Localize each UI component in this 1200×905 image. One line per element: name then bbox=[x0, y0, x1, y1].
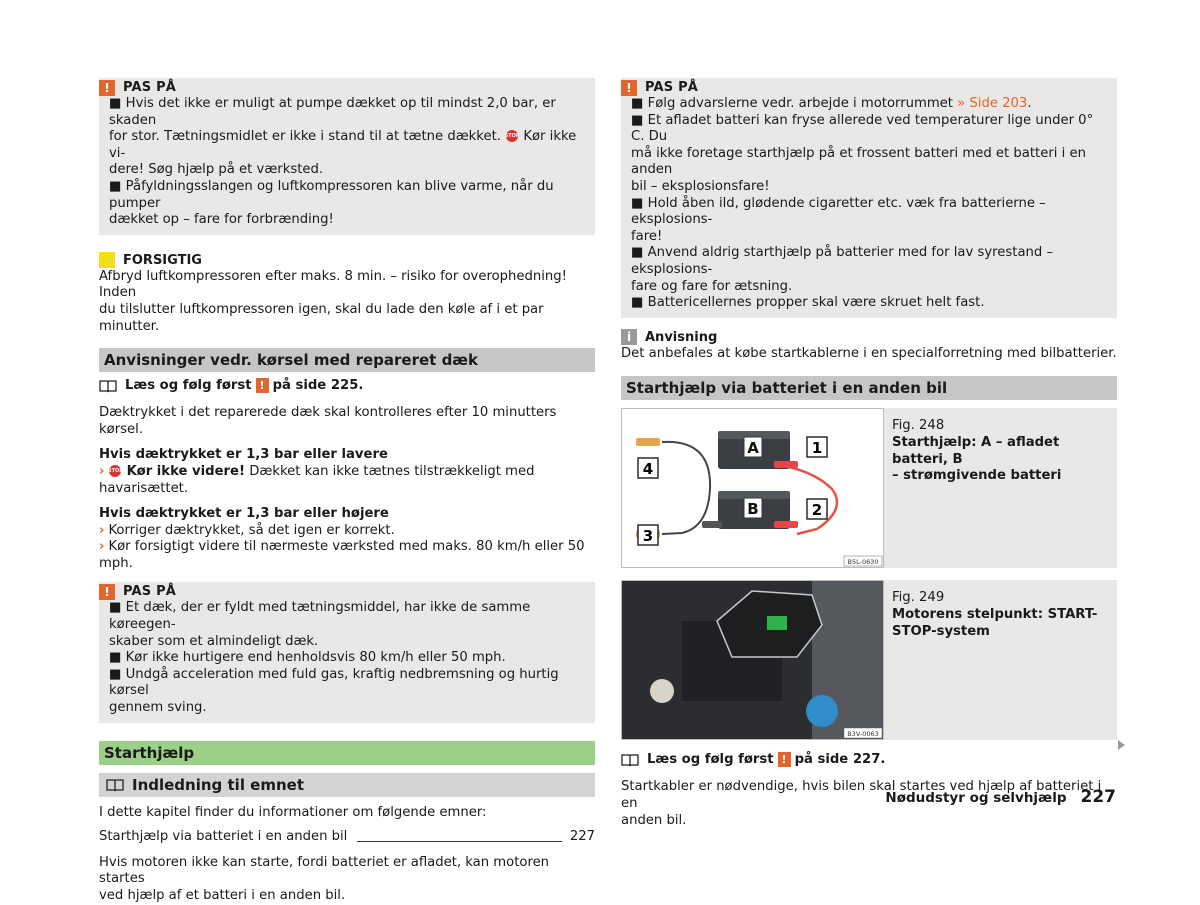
stop-sign-icon: STOP bbox=[506, 130, 518, 142]
stop-sign-icon: STOP bbox=[109, 465, 121, 477]
paragraph: Hvis motoren ikke kan starte, fordi batteriet er afladet, kan motoren startes bbox=[99, 854, 550, 887]
warning-label: PAS PÅ bbox=[123, 80, 177, 95]
toc-entry[interactable]: Starthjælp via batteriet i en anden bil 227 bbox=[99, 829, 595, 845]
exclamation-icon: ! bbox=[99, 584, 115, 600]
battery-diagram bbox=[622, 409, 883, 567]
callout-2: 2 bbox=[811, 501, 823, 520]
instruction-step: › Kør forsigtigt videre til nærmeste værksted med maks. 80 km/h eller 50 mph. bbox=[99, 539, 585, 571]
warning-line: for stor. Tætningsmidlet er ikke i stand til at tætne dækket. STOP Kør ikke vi- bbox=[109, 129, 577, 161]
caution-text: du tilslutter luftkompressoren igen, skal du lade den køle af i et par minutter. bbox=[99, 301, 544, 334]
caution-icon: ! bbox=[99, 252, 115, 268]
warning-box bbox=[99, 78, 595, 235]
footer-title: Nødudstyr og selvhjælp bbox=[885, 790, 1067, 806]
chapter-heading: Starthjælp bbox=[99, 741, 595, 765]
section-heading: Anvisninger vedr. kørsel med repareret dæk bbox=[99, 348, 595, 372]
paragraph: anden bil. bbox=[621, 812, 687, 828]
exclamation-icon: ! bbox=[778, 752, 791, 767]
read-first-note: Læs og følg først ! på side 225. bbox=[99, 378, 595, 393]
continue-arrow-icon bbox=[1118, 740, 1125, 750]
engine-photo bbox=[621, 580, 884, 740]
warning-box: ! PAS PÅ ■ Et dæk, der er fyldt med tætningsmiddel, har ikke de samme køreegen- skaber som et almindeligt dæk. ■ Kør ikke hurtigere end henholdsvis 80 km/h eller 50 mph. ■ Undgå acceleration med fuld gas, kraftig nedbremsning og hurtig kørsel gennem sving. bbox=[99, 582, 595, 722]
figure-caption: Fig. 248 Starthjælp: A – afladet batteri, B – strømgivende batteri bbox=[892, 418, 1062, 484]
warning-box: ! PAS PÅ ■ Følg advarslerne vedr. arbejde i motorrummet » Side 203. ■ Et afladet batteri kan fryse allerede ved temperaturer lige under 0° C. Du må ikke foretage starthjælp på et frossent batteri med et batteri i en anden bil – eksplosionsfare! ■ Hold åben ild, glødende cigaretter etc. væk fra batterierne – eksplosions- fare! ■ Anvend aldrig starthjælp på batterier med for lav syrestand – eksplosions- fare og fare for ætsning. ■ Battericellernes propper skal være skruet helt fast. bbox=[621, 78, 1117, 318]
book-icon bbox=[106, 778, 124, 792]
warning-line: dækket op – fare for forbrænding! bbox=[109, 212, 334, 228]
exclamation-icon: ! bbox=[621, 80, 637, 96]
warning-line: ■ Påfyldningsslangen og luftkompressoren kan blive varme, når du pumper bbox=[109, 178, 554, 211]
page-link[interactable]: » Side 203 bbox=[957, 96, 1028, 111]
label-a: A bbox=[747, 439, 759, 458]
right-column bbox=[621, 78, 1117, 829]
warning-line: ■ Hvis det ikke er muligt at pumpe dækket op til mindst 2,0 bar, er skaden bbox=[109, 96, 556, 128]
subheading: Hvis dæktrykket er 1,3 bar eller højere bbox=[99, 506, 389, 522]
paragraph: Startkabler er nødvendige, hvis bilen skal startes ved hjælp af batteriet i en bbox=[621, 779, 1102, 811]
caution-heading: ! FORSIGTIG bbox=[99, 252, 595, 269]
callout-3: 3 bbox=[642, 527, 654, 546]
book-icon bbox=[621, 753, 639, 767]
figure-248 bbox=[621, 408, 1117, 568]
caution-text: Afbryd luftkompressoren efter maks. 8 min. – risiko for overophedning! Inden bbox=[99, 268, 567, 301]
note-text: Det anbefales at købe startkablerne i en specialforretning med bilbatterier. bbox=[621, 345, 1117, 361]
page-footer bbox=[885, 787, 1116, 807]
paragraph: Dæktrykket i det reparerede dæk skal kontrolleres efter 10 minutters kørsel. bbox=[99, 405, 557, 437]
section-heading: Starthjælp via batteriet i en anden bil bbox=[621, 376, 1117, 400]
warning-line: dere! Søg hjælp på et værksted. bbox=[109, 162, 324, 178]
note-heading: i Anvisning bbox=[621, 329, 1117, 346]
exclamation-icon: ! bbox=[256, 378, 269, 393]
paragraph: ved hjælp af et batteri i en anden bil. bbox=[99, 888, 346, 903]
left-column bbox=[99, 78, 595, 905]
read-first-note: Læs og følg først ! på side 227. bbox=[621, 752, 1117, 767]
callout-1: 1 bbox=[811, 439, 823, 458]
info-icon: i bbox=[621, 329, 637, 345]
figure-caption: Fig. 249 Motorens stelpunkt: START- STOP-system bbox=[892, 590, 1098, 639]
figure-code: B3V-0063 bbox=[847, 730, 879, 739]
label-b: B bbox=[747, 500, 759, 519]
book-icon bbox=[99, 379, 117, 393]
subheading: Hvis dæktrykket er 1,3 bar eller lavere bbox=[99, 447, 388, 463]
callout-4: 4 bbox=[642, 460, 654, 479]
jump-start-diagram bbox=[621, 408, 884, 568]
exclamation-icon: ! bbox=[99, 80, 115, 96]
instruction-step: › STOP Kør ikke videre! Dækket kan ikke tætnes tilstrækkeligt med havarisættet. bbox=[99, 463, 535, 496]
topic-heading: Indledning til emnet bbox=[99, 773, 595, 797]
figure-code: B5L-0630 bbox=[847, 558, 879, 567]
paragraph: I dette kapitel finder du informationer om følgende emner: bbox=[99, 804, 487, 820]
instruction-step: › Korriger dæktrykket, så det igen er korrekt. bbox=[99, 522, 395, 538]
figure-249 bbox=[621, 580, 1117, 740]
page-number: 227 bbox=[1080, 787, 1116, 807]
